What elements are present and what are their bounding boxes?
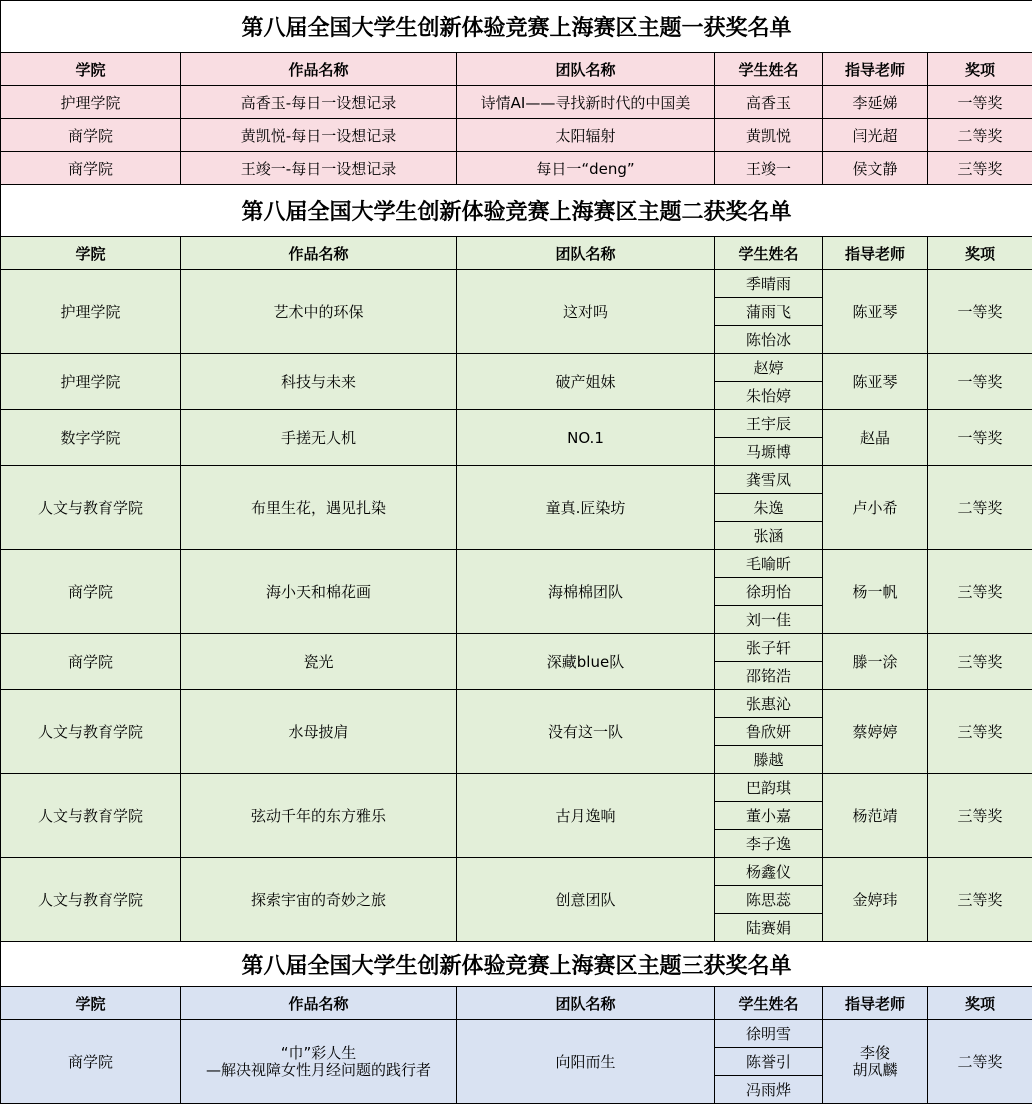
teacher-cell: 杨一帆	[823, 550, 928, 634]
work-cell: 水母披肩	[181, 690, 457, 774]
work-title-line: “巾”彩人生	[181, 1045, 456, 1062]
team-cell: 每日一“deng”	[457, 152, 715, 185]
team-cell: 没有这一队	[457, 690, 715, 774]
work-cell	[181, 1020, 457, 1104]
header-college: 学院	[1, 53, 181, 86]
student-cell: 朱逸	[715, 494, 823, 522]
section-title: 第八届全国大学生创新体验竞赛上海赛区主题一获奖名单	[1, 1, 1032, 53]
table-row	[1, 774, 1032, 802]
header-team: 团队名称	[457, 987, 715, 1020]
header-student: 学生姓名	[715, 987, 823, 1020]
college-cell: 人文与教育学院	[1, 858, 181, 942]
student-cell: 鲁欣妍	[715, 718, 823, 746]
work-cell: 高香玉-每日一设想记录	[181, 86, 457, 119]
teacher-cell: 滕一涂	[823, 634, 928, 690]
award-cell: 一等奖	[928, 354, 1032, 410]
award-cell: 二等奖	[928, 1020, 1032, 1104]
header-college: 学院	[1, 237, 181, 270]
student-cell: 季晴雨	[715, 270, 823, 298]
table-row	[1, 634, 1032, 662]
header-team: 团队名称	[457, 237, 715, 270]
teacher-cell: 侯文静	[823, 152, 928, 185]
student-cell: 王宇辰	[715, 410, 823, 438]
student-cell: 陈怡冰	[715, 326, 823, 354]
header-teacher: 指导老师	[823, 53, 928, 86]
header-teacher: 指导老师	[823, 987, 928, 1020]
team-cell: 童真.匠染坊	[457, 466, 715, 550]
college-cell: 人文与教育学院	[1, 774, 181, 858]
student-cell: 张涵	[715, 522, 823, 550]
header-teacher: 指导老师	[823, 237, 928, 270]
college-cell: 护理学院	[1, 86, 181, 119]
table-row	[1, 354, 1032, 382]
student-cell: 王竣一	[715, 152, 823, 185]
teacher-cell: 杨范靖	[823, 774, 928, 858]
student-cell: 陆赛娟	[715, 914, 823, 942]
team-cell: 海棉棉团队	[457, 550, 715, 634]
teacher-cell: 陈亚琴	[823, 354, 928, 410]
table-row	[1, 1020, 1032, 1048]
header-student: 学生姓名	[715, 237, 823, 270]
teacher-cell: 卢小希	[823, 466, 928, 550]
student-cell: 毛喻昕	[715, 550, 823, 578]
table-row	[1, 466, 1032, 494]
table-row	[1, 550, 1032, 578]
header-award: 奖项	[928, 53, 1032, 86]
college-cell: 数字学院	[1, 410, 181, 466]
college-cell: 人文与教育学院	[1, 690, 181, 774]
student-cell: 徐明雪	[715, 1020, 823, 1048]
student-cell: 滕越	[715, 746, 823, 774]
award-cell: 三等奖	[928, 550, 1032, 634]
student-cell: 刘一佳	[715, 606, 823, 634]
college-cell: 商学院	[1, 152, 181, 185]
team-cell: 创意团队	[457, 858, 715, 942]
teacher-cell: 陈亚琴	[823, 270, 928, 354]
teacher-cell: 闫光超	[823, 119, 928, 152]
header-team: 团队名称	[457, 53, 715, 86]
table-row	[1, 152, 1032, 185]
student-cell: 赵婷	[715, 354, 823, 382]
team-cell: 深藏blue队	[457, 634, 715, 690]
header-work: 作品名称	[181, 987, 457, 1020]
section-title: 第八届全国大学生创新体验竞赛上海赛区主题二获奖名单	[1, 185, 1032, 237]
college-cell: 护理学院	[1, 270, 181, 354]
student-cell: 徐玥怡	[715, 578, 823, 606]
teacher-cell: 蔡婷婷	[823, 690, 928, 774]
student-cell: 冯雨烨	[715, 1076, 823, 1104]
college-cell: 商学院	[1, 634, 181, 690]
team-cell: 诗情AI——寻找新时代的中国美	[457, 86, 715, 119]
team-cell: 古月逸响	[457, 774, 715, 858]
table-row	[1, 119, 1032, 152]
work-cell: 科技与未来	[181, 354, 457, 410]
award-cell: 一等奖	[928, 410, 1032, 466]
student-cell: 张子轩	[715, 634, 823, 662]
work-cell: 弦动千年的东方雅乐	[181, 774, 457, 858]
student-cell: 张惠沁	[715, 690, 823, 718]
table-row	[1, 410, 1032, 438]
award-cell: 三等奖	[928, 634, 1032, 690]
award-cell: 三等奖	[928, 690, 1032, 774]
student-cell: 李子逸	[715, 830, 823, 858]
award-cell: 二等奖	[928, 466, 1032, 550]
table-row	[1, 858, 1032, 886]
student-cell: 董小嘉	[715, 802, 823, 830]
student-cell: 高香玉	[715, 86, 823, 119]
student-cell: 杨鑫仪	[715, 858, 823, 886]
work-cell: 探索宇宙的奇妙之旅	[181, 858, 457, 942]
work-cell: 黄凯悦-每日一设想记录	[181, 119, 457, 152]
college-cell: 商学院	[1, 550, 181, 634]
student-cell: 龚雪凤	[715, 466, 823, 494]
table-row	[1, 270, 1032, 298]
team-cell: 破产姐妹	[457, 354, 715, 410]
work-cell: 手搓无人机	[181, 410, 457, 466]
teacher-cell	[823, 1020, 928, 1104]
header-work: 作品名称	[181, 237, 457, 270]
team-cell: NO.1	[457, 410, 715, 466]
college-cell: 人文与教育学院	[1, 466, 181, 550]
work-cell: 艺术中的环保	[181, 270, 457, 354]
teacher-cell: 金婷玮	[823, 858, 928, 942]
award-cell: 三等奖	[928, 858, 1032, 942]
student-cell: 朱怡婷	[715, 382, 823, 410]
award-cell: 一等奖	[928, 270, 1032, 354]
college-cell: 商学院	[1, 119, 181, 152]
award-cell: 三等奖	[928, 152, 1032, 185]
college-cell: 护理学院	[1, 354, 181, 410]
team-cell: 这对吗	[457, 270, 715, 354]
table-row	[1, 690, 1032, 718]
student-cell: 陈誉引	[715, 1048, 823, 1076]
teacher-name: 李俊	[823, 1045, 927, 1062]
header-student: 学生姓名	[715, 53, 823, 86]
header-award: 奖项	[928, 237, 1032, 270]
student-cell: 蒲雨飞	[715, 298, 823, 326]
team-cell: 向阳而生	[457, 1020, 715, 1104]
college-cell: 商学院	[1, 1020, 181, 1104]
work-cell: 瓷光	[181, 634, 457, 690]
teacher-cell: 李延娣	[823, 86, 928, 119]
work-cell: 布里生花，遇见扎染	[181, 466, 457, 550]
table-row	[1, 86, 1032, 119]
student-cell: 陈思蕊	[715, 886, 823, 914]
student-cell: 黄凯悦	[715, 119, 823, 152]
section-title: 第八届全国大学生创新体验竞赛上海赛区主题三获奖名单	[1, 942, 1032, 987]
team-cell: 太阳辐射	[457, 119, 715, 152]
work-subtitle-line: —解决视障女性月经问题的践行者	[181, 1062, 456, 1079]
award-cell: 三等奖	[928, 774, 1032, 858]
student-cell: 巴韵琪	[715, 774, 823, 802]
student-cell: 马塬博	[715, 438, 823, 466]
header-work: 作品名称	[181, 53, 457, 86]
teacher-cell: 赵晶	[823, 410, 928, 466]
header-award: 奖项	[928, 987, 1032, 1020]
student-cell: 邵铭浩	[715, 662, 823, 690]
teacher-name: 胡凤麟	[823, 1062, 927, 1079]
award-cell: 二等奖	[928, 119, 1032, 152]
header-college: 学院	[1, 987, 181, 1020]
work-cell: 王竣一-每日一设想记录	[181, 152, 457, 185]
work-cell: 海小天和棉花画	[181, 550, 457, 634]
award-cell: 一等奖	[928, 86, 1032, 119]
